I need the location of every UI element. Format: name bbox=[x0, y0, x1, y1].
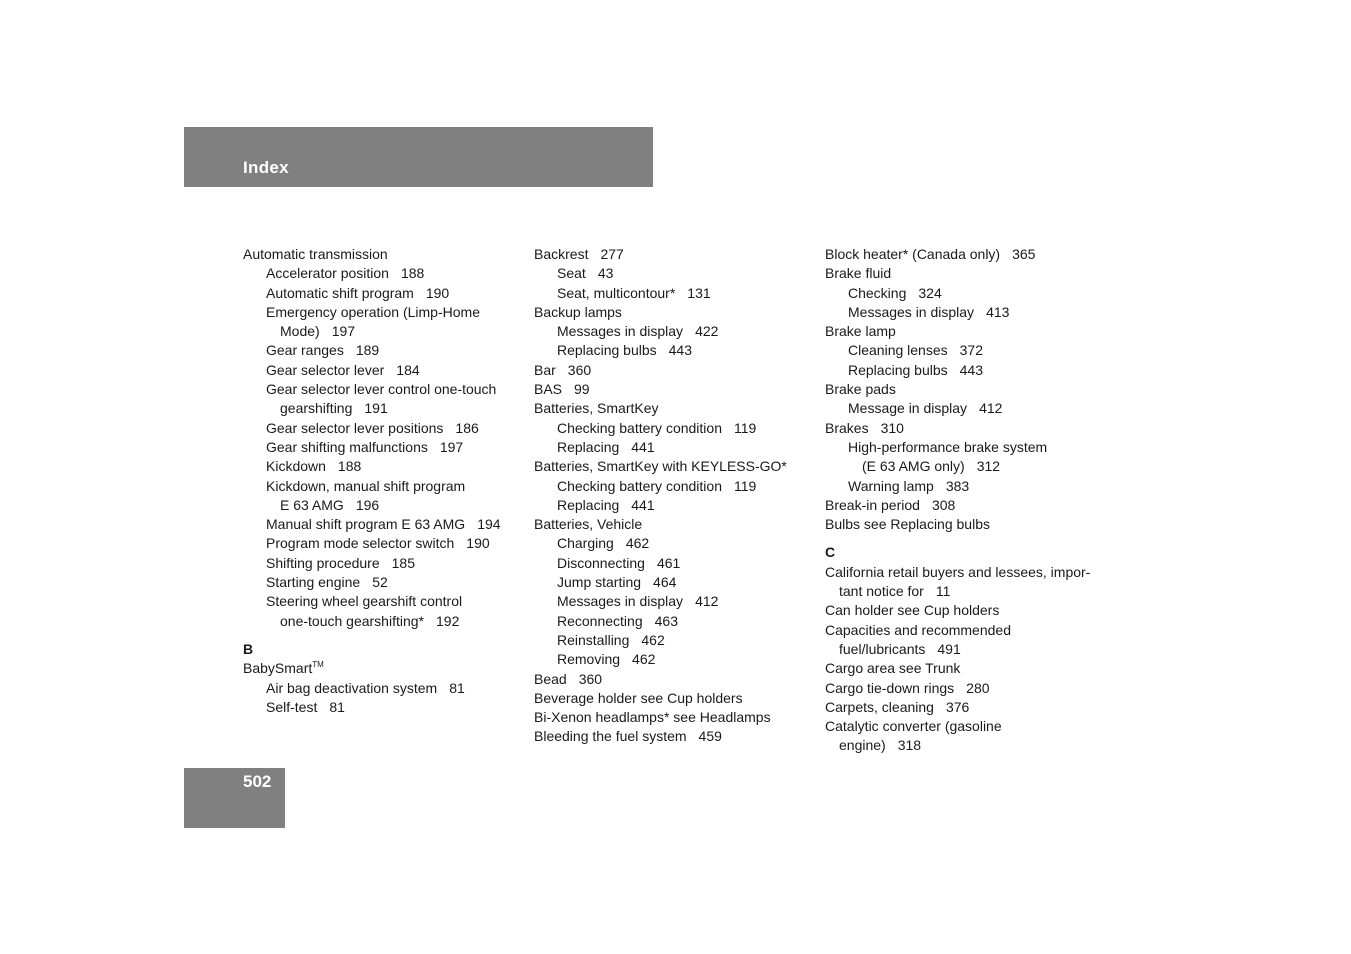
index-term: Program mode selector switch bbox=[266, 535, 455, 552]
index-term: Messages in display bbox=[848, 303, 975, 320]
index-page-ref: 184 bbox=[396, 361, 420, 378]
index-term: Beverage holder see Cup holders bbox=[534, 689, 743, 706]
index-page-ref: 11 bbox=[935, 583, 951, 600]
header-bar bbox=[184, 127, 653, 187]
index-entry bbox=[243, 419, 528, 438]
index-term: Capacities and recommended bbox=[825, 621, 1011, 638]
index-entry bbox=[534, 399, 819, 418]
index-entry bbox=[243, 573, 528, 592]
index-entry bbox=[243, 264, 528, 283]
index-term: Manual shift program E 63 AMG bbox=[266, 516, 466, 533]
index-page-ref: 52 bbox=[372, 574, 388, 591]
index-term: Warning lamp bbox=[848, 477, 934, 494]
index-term: Brake fluid bbox=[825, 265, 892, 282]
index-page-ref: 372 bbox=[959, 342, 983, 359]
index-entry bbox=[243, 592, 528, 611]
index-term: Removing bbox=[557, 651, 621, 668]
index-entry bbox=[243, 612, 528, 631]
index-entry bbox=[825, 640, 1110, 659]
index-page-ref: 462 bbox=[632, 651, 656, 668]
index-term: Backup lamps bbox=[534, 303, 622, 320]
index-term: Batteries, SmartKey with KEYLESS-GO* bbox=[534, 458, 787, 475]
index-page-ref: 461 bbox=[656, 554, 681, 571]
index-term: Self-test bbox=[266, 698, 318, 715]
index-page-ref: 443 bbox=[668, 342, 692, 359]
index-page-ref: 188 bbox=[400, 265, 425, 282]
index-term: Brake lamp bbox=[825, 323, 896, 340]
index-entry bbox=[825, 284, 1110, 303]
index-page-ref: 318 bbox=[897, 737, 922, 754]
index-page-ref: 441 bbox=[631, 496, 655, 513]
index-page-ref: 310 bbox=[880, 419, 904, 436]
index-entry bbox=[825, 245, 1110, 264]
index-entry bbox=[825, 341, 1110, 360]
index-entry bbox=[534, 708, 819, 727]
index-term: Shifting procedure bbox=[266, 554, 380, 571]
index-page-ref: 365 bbox=[1012, 246, 1036, 262]
index-entry bbox=[825, 496, 1110, 515]
page-title: Index bbox=[243, 158, 289, 177]
index-entry bbox=[825, 563, 1110, 582]
index-term: BAS bbox=[534, 381, 563, 398]
index-term: Disconnecting bbox=[557, 554, 645, 571]
index-page-ref: 190 bbox=[425, 284, 450, 301]
index-page-ref: 99 bbox=[574, 381, 590, 398]
index-entry bbox=[243, 477, 528, 496]
index-term: Reconnecting bbox=[557, 612, 643, 629]
index-term: Block heater* (Canada only) bbox=[825, 246, 1001, 262]
index-entry bbox=[243, 303, 528, 322]
index-page-ref: 196 bbox=[355, 496, 380, 513]
index-entry bbox=[825, 659, 1110, 678]
index-term: Checking battery condition bbox=[557, 419, 722, 436]
index-term: fuel/lubricants bbox=[839, 640, 926, 657]
index-term: Kickdown bbox=[266, 458, 326, 475]
index-term: Emergency operation (Limp-Home bbox=[266, 303, 480, 320]
index-entry bbox=[825, 621, 1110, 640]
index-entry bbox=[534, 689, 819, 708]
index-entry bbox=[534, 612, 819, 631]
index-term: one-touch gearshifting* bbox=[280, 612, 424, 629]
index-term: California retail buyers and lessees, impor- bbox=[825, 563, 1091, 580]
index-entry bbox=[534, 419, 819, 438]
index-entry bbox=[825, 582, 1110, 601]
index-page-ref: 191 bbox=[364, 400, 388, 417]
index-term: Gear shifting malfunctions bbox=[266, 438, 428, 455]
index-term: Carpets, cleaning bbox=[825, 698, 934, 715]
index-page-ref: 462 bbox=[625, 535, 650, 552]
index-entry bbox=[534, 438, 819, 457]
index-entry bbox=[243, 380, 528, 399]
index-page-ref: 131 bbox=[687, 284, 711, 301]
index-page-ref: 43 bbox=[597, 265, 614, 282]
index-term: Accelerator position bbox=[266, 265, 389, 282]
index-entry bbox=[243, 679, 528, 698]
index-page-ref: 462 bbox=[641, 631, 665, 648]
index-page-ref: 194 bbox=[477, 516, 501, 533]
index-entry bbox=[534, 496, 819, 515]
index-term: Bi-Xenon headlamps* see Headlamps bbox=[534, 709, 771, 726]
section-letter: C bbox=[825, 544, 836, 561]
index-term: Seat, multicontour* bbox=[557, 284, 676, 301]
index-term: Checking bbox=[848, 284, 907, 301]
index-term: Kickdown, manual shift program bbox=[266, 477, 466, 494]
index-entry bbox=[243, 534, 528, 553]
index-page-ref: 324 bbox=[918, 284, 942, 301]
index-entry bbox=[534, 245, 819, 264]
index-entry bbox=[825, 457, 1110, 476]
index-term: Break-in period bbox=[825, 496, 920, 513]
index-page-ref: 190 bbox=[466, 535, 490, 552]
index-term: Backrest bbox=[534, 246, 589, 262]
index-page-ref: 197 bbox=[331, 323, 356, 340]
index-term: Replacing bulbs bbox=[557, 342, 657, 359]
index-term: Jump starting bbox=[557, 574, 642, 591]
index-entry bbox=[825, 322, 1110, 341]
index-term: (E 63 AMG only) bbox=[862, 458, 965, 475]
index-entry bbox=[243, 659, 528, 678]
index-term: Steering wheel gearshift control bbox=[266, 593, 463, 610]
index-page-ref: 119 bbox=[734, 419, 757, 436]
section-letter: B bbox=[243, 640, 254, 657]
index-entry bbox=[534, 534, 819, 553]
index-term: Cleaning lenses bbox=[848, 342, 948, 359]
index-entry bbox=[825, 679, 1110, 698]
index-term: Reinstalling bbox=[557, 631, 630, 648]
index-entry bbox=[825, 399, 1110, 418]
index-page-ref: 81 bbox=[329, 698, 345, 715]
index-term: Batteries, Vehicle bbox=[534, 516, 643, 533]
trademark-mark: TM bbox=[312, 660, 324, 670]
index-entry bbox=[243, 457, 528, 476]
index-entry bbox=[825, 515, 1110, 534]
index-entry bbox=[534, 341, 819, 360]
index-page-ref: 376 bbox=[945, 698, 970, 715]
index-term: Replacing bbox=[557, 438, 620, 455]
index-entry bbox=[534, 650, 819, 669]
index-term: Gear ranges bbox=[266, 342, 344, 359]
index-page-ref: 360 bbox=[567, 361, 592, 378]
index-page-ref: 441 bbox=[631, 438, 655, 455]
index-term: Message in display bbox=[848, 400, 968, 417]
index-entry bbox=[825, 698, 1110, 717]
index-term: BabySmart bbox=[243, 660, 313, 677]
index-term: Messages in display bbox=[557, 593, 684, 610]
index-entry bbox=[825, 477, 1110, 496]
index-term: gearshifting bbox=[280, 400, 353, 417]
index-page-ref: 277 bbox=[600, 246, 624, 262]
index-entry bbox=[825, 264, 1110, 283]
index-page-ref: 463 bbox=[654, 612, 678, 629]
index-entry bbox=[534, 303, 819, 322]
index-term: Checking battery condition bbox=[557, 477, 722, 494]
index-page-ref: 383 bbox=[945, 477, 970, 494]
index-page-ref: 464 bbox=[653, 574, 677, 591]
index-page-ref: 186 bbox=[455, 419, 479, 436]
index-page-ref: 189 bbox=[355, 342, 380, 359]
index-term: engine) bbox=[839, 737, 886, 754]
index-page-ref: 412 bbox=[695, 593, 719, 610]
index-term: Automatic transmission bbox=[243, 246, 388, 262]
index-page-ref: 308 bbox=[931, 496, 956, 513]
index-entry bbox=[534, 727, 819, 746]
index-column-1 bbox=[243, 245, 528, 717]
index-term: Replacing bulbs bbox=[848, 361, 948, 378]
index-page-ref: 185 bbox=[391, 554, 415, 571]
index-term: E 63 AMG bbox=[280, 496, 344, 513]
index-term: Starting engine bbox=[266, 574, 361, 591]
index-term: Replacing bbox=[557, 496, 620, 513]
index-entry bbox=[243, 515, 528, 534]
index-term: Bar bbox=[534, 361, 556, 378]
index-page-ref: 491 bbox=[937, 640, 961, 657]
index-term: Cargo area see Trunk bbox=[825, 660, 961, 677]
index-term: Seat bbox=[557, 265, 586, 282]
index-entry bbox=[534, 554, 819, 573]
index-page-ref: 192 bbox=[436, 612, 460, 629]
index-entry bbox=[534, 322, 819, 341]
index-entry bbox=[825, 736, 1110, 755]
index-entry bbox=[534, 457, 819, 476]
index-page-ref: 280 bbox=[966, 679, 990, 696]
index-term: Automatic shift program bbox=[266, 284, 414, 301]
index-column-3 bbox=[825, 245, 1110, 756]
index-entry bbox=[825, 303, 1110, 322]
index-term: High-performance brake system bbox=[848, 438, 1048, 455]
index-page-ref: 312 bbox=[976, 458, 1001, 475]
index-page-ref: 412 bbox=[979, 400, 1003, 417]
index-entry bbox=[534, 380, 819, 399]
index-entry bbox=[243, 245, 528, 264]
index-term: Gear selector lever bbox=[266, 361, 385, 378]
index-entry bbox=[825, 361, 1110, 380]
index-page-ref: 422 bbox=[695, 323, 719, 340]
index-term: Brakes bbox=[825, 419, 869, 436]
index-term: Gear selector lever control one-touch bbox=[266, 381, 497, 398]
index-term: Cargo tie-down rings bbox=[825, 679, 955, 696]
index-entry bbox=[534, 670, 819, 689]
index-page-ref: 459 bbox=[698, 728, 722, 745]
index-entry bbox=[243, 341, 528, 360]
index-term: Air bag deactivation system bbox=[266, 679, 438, 696]
index-page-ref: 188 bbox=[337, 458, 362, 475]
index-page-ref: 360 bbox=[578, 670, 603, 687]
index-column-2 bbox=[534, 245, 819, 747]
index-entry bbox=[534, 515, 819, 534]
index-page-ref: 197 bbox=[439, 438, 464, 455]
index-entry bbox=[243, 496, 528, 515]
index-term: Bead bbox=[534, 670, 567, 687]
index-term: tant notice for bbox=[839, 583, 924, 600]
index-entry bbox=[825, 601, 1110, 620]
index-term: Brake pads bbox=[825, 381, 896, 398]
index-term: Catalytic converter (gasoline bbox=[825, 718, 1002, 735]
index-entry bbox=[243, 438, 528, 457]
index-term: Bulbs see Replacing bulbs bbox=[825, 516, 990, 533]
index-term: Batteries, SmartKey bbox=[534, 400, 659, 417]
index-entry bbox=[534, 284, 819, 303]
index-entry bbox=[243, 399, 528, 418]
index-page-ref: 81 bbox=[449, 679, 465, 696]
index-page-ref: 413 bbox=[986, 303, 1010, 320]
index-entry bbox=[534, 573, 819, 592]
index-entry bbox=[534, 592, 819, 611]
index-entry bbox=[243, 361, 528, 380]
index-page-ref: 443 bbox=[959, 361, 983, 378]
page-number: 502 bbox=[243, 772, 272, 791]
index-entry bbox=[243, 698, 528, 717]
index-term: Can holder see Cup holders bbox=[825, 602, 1000, 619]
index-entry bbox=[825, 419, 1110, 438]
index-entry bbox=[243, 554, 528, 573]
index-entry bbox=[825, 380, 1110, 399]
index-term: Mode) bbox=[280, 323, 320, 340]
index-term: Bleeding the fuel system bbox=[534, 728, 687, 745]
index-term: Gear selector lever positions bbox=[266, 419, 444, 436]
index-term: Charging bbox=[557, 535, 614, 552]
index-entry bbox=[243, 284, 528, 303]
index-term: Messages in display bbox=[557, 323, 684, 340]
index-entry bbox=[534, 631, 819, 650]
index-entry bbox=[825, 438, 1110, 457]
index-page-ref: 119 bbox=[734, 477, 757, 494]
index-entry bbox=[534, 264, 819, 283]
page-number-tab bbox=[184, 768, 285, 828]
index-entry bbox=[534, 477, 819, 496]
index-entry bbox=[825, 717, 1110, 736]
index-entry bbox=[534, 361, 819, 380]
index-entry bbox=[243, 322, 528, 341]
